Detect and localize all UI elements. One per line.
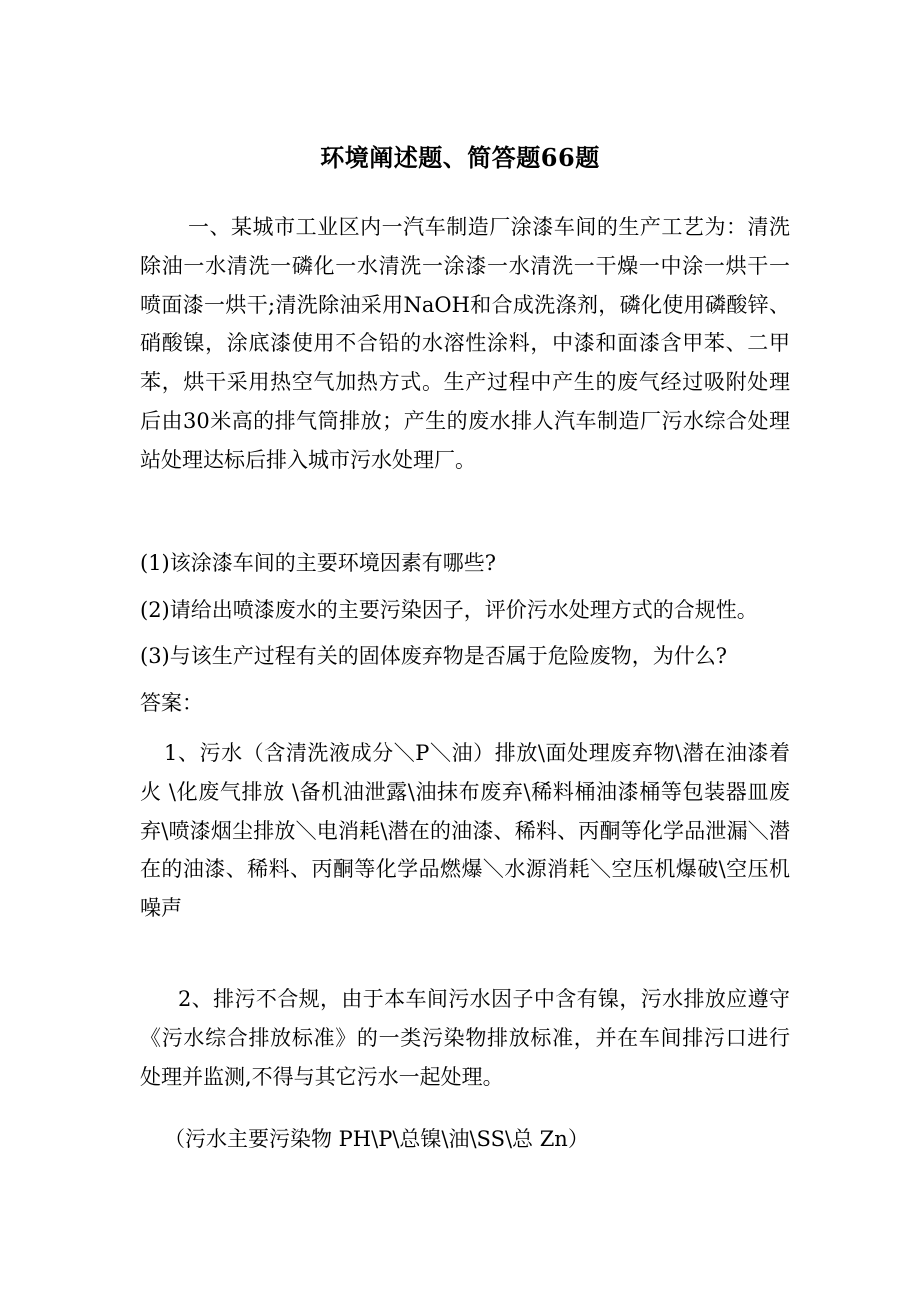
question-3: (3)与该生产过程有关的固体废弃物是否属于危险废物，为什么? — [140, 644, 728, 668]
answer-1: 1、污水（含清洗液成分＼P＼油）排放\面处理废弃物\潜在油漆着火 \化废气排放 \备机油泄露\油抹布废弃\稀料桶油漆桶等包装器皿废弃\喷漆烟尘排放＼电消耗\潜在的油漆、稀料、丙酮等化学品泄漏＼潜在的油漆、稀料、丙酮等化学品燃爆＼水源消耗＼空压机爆破\空压机噪声 — [140, 741, 790, 921]
document-title: 环境阐述题、简答题66题 — [320, 143, 600, 172]
answer-2-note: （污水主要污染物 PH\P\总镍\油\SS\总 Zn） — [164, 1127, 589, 1151]
question-2: (2)请给出喷漆废水的主要污染因子，评价污水处理方式的合规性。 — [140, 598, 758, 622]
question-1: (1)该涂漆车间的主要环境因素有哪些? — [140, 551, 497, 575]
answer-2: 2、排污不合规，由于本车间污水因子中含有镍，污水排放应遵守《污水综合排放标准》的一类污染物排放标准，并在车间排污口进行处理并监测,不得与其它污水一起处理。 — [140, 987, 790, 1089]
answer-label: 答案： — [140, 691, 203, 715]
question-intro-paragraph: 一、某城市工业区内一汽车制造厂涂漆车间的生产工艺为：清洗除油一水清洗一磷化一水清洗一涂漆一水清洗一干燥一中涂一烘干一喷面漆一烘干;清洗除油采用NaOH和合成洗涤剂，磷化使用磷酸锌、硝酸镍，涂底漆使用不合铅的水溶性涂料，中漆和面漆含甲苯、二甲苯，烘干采用热空气加热方式。生产过程中产生的废气经过吸附处理后由30米高的排气筒排放；产生的废水排人汽车制造厂污水综合处理站处理达标后排入城市污水处理厂。 — [140, 215, 790, 472]
